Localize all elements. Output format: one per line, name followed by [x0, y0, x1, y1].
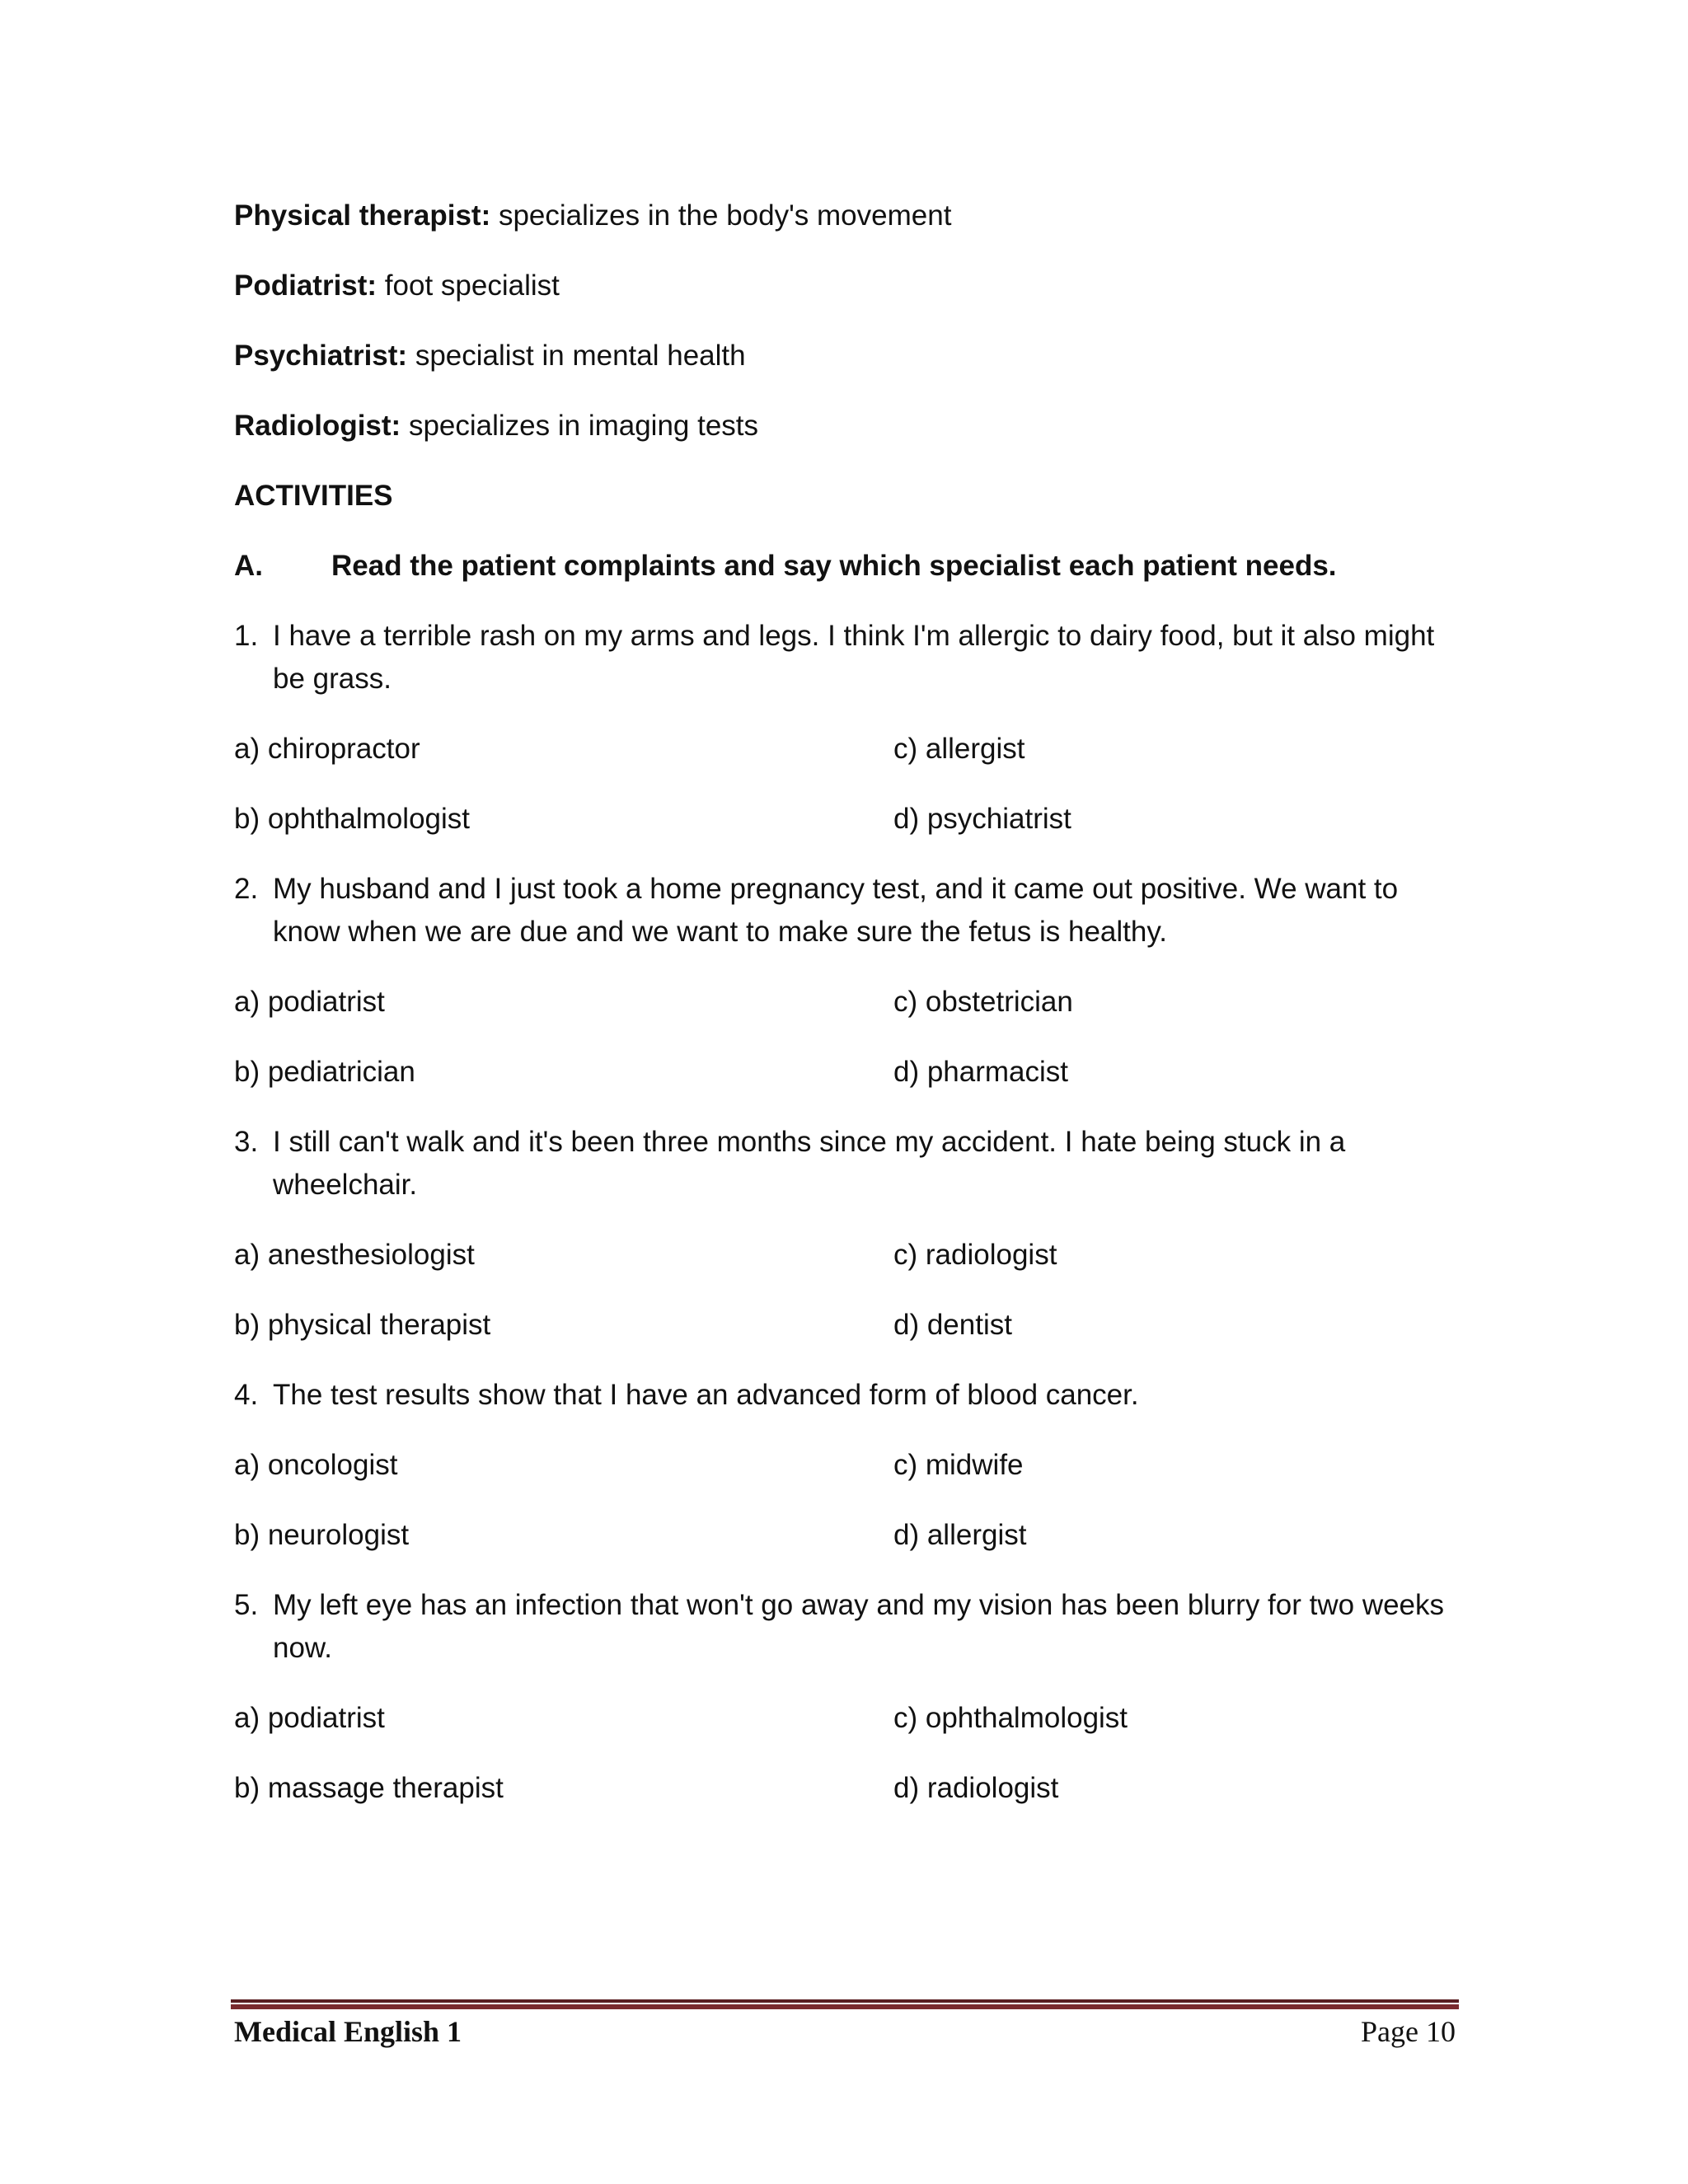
option-d: d) radiologist	[893, 1772, 1059, 1804]
definition-term: Physical therapist:	[234, 199, 491, 232]
option-a: a) podiatrist	[234, 1702, 385, 1734]
option-a: a) chiropractor	[234, 733, 420, 765]
activities-heading: ACTIVITIES	[234, 480, 393, 512]
page-content	[234, 194, 1462, 1837]
question-text: My husband and I just took a home pregnancy test, and it came out positive. We want to know when we are due and we want to make sure the fetus is healthy.	[273, 873, 1399, 948]
option-a: a) anesthesiologist	[234, 1239, 475, 1271]
option-d: d) pharmacist	[893, 1056, 1069, 1088]
question-number: 1.	[234, 620, 259, 652]
definition-term: Radiologist:	[234, 410, 401, 442]
footer-divider-thick	[231, 2004, 1459, 2009]
definition-podiatrist	[234, 265, 1462, 307]
question-number: 4.	[234, 1379, 259, 1411]
option-b: b) neurologist	[234, 1519, 410, 1551]
definition-text: specializes in the body's movement	[490, 199, 952, 232]
definition-text: specialist in mental health	[407, 340, 746, 372]
question-1	[234, 615, 1462, 701]
question-text: My left eye has an infection that won't go away and my vision has been blurry for two weeks now.	[273, 1589, 1445, 1664]
option-b: b) pediatrician	[234, 1056, 415, 1088]
question-text: I still can't walk and it's been three months since my accident. I hate being stuck in a wheelchair.	[273, 1126, 1346, 1201]
definition-term: Podiatrist:	[234, 269, 377, 302]
question-text: I have a terrible rash on my arms and legs. I think I'm allergic to dairy food, but it also might be grass.	[273, 620, 1435, 695]
definition-term: Psychiatrist:	[234, 340, 408, 372]
question-text: The test results show that I have an advanced form of blood cancer.	[273, 1379, 1139, 1411]
question-5-options	[234, 1697, 1462, 1810]
question-number: 5.	[234, 1589, 259, 1621]
page-number: Page 10	[1361, 2015, 1456, 2048]
question-number: 3.	[234, 1126, 259, 1158]
question-3-options	[234, 1234, 1462, 1347]
option-c: c) radiologist	[893, 1239, 1057, 1271]
question-3	[234, 1121, 1462, 1207]
option-c: c) ophthalmologist	[893, 1702, 1128, 1734]
definition-physical-therapist	[234, 194, 1462, 237]
option-b: b) massage therapist	[234, 1772, 504, 1804]
question-4	[234, 1374, 1462, 1417]
definition-text: specializes in imaging tests	[401, 410, 759, 442]
definition-psychiatrist	[234, 335, 1462, 377]
instruction-text: Read the patient complaints and say which specialist each patient needs.	[331, 550, 1337, 582]
option-c: c) allergist	[893, 733, 1025, 765]
option-a: a) podiatrist	[234, 986, 385, 1018]
question-5	[234, 1584, 1462, 1670]
option-c: c) obstetrician	[893, 986, 1073, 1018]
instruction-letter: A.	[234, 550, 263, 582]
option-d: d) psychiatrist	[893, 803, 1071, 835]
page-footer	[234, 2011, 1456, 2052]
option-a: a) oncologist	[234, 1449, 398, 1481]
option-b: b) ophthalmologist	[234, 803, 470, 835]
footer-title: Medical English 1	[234, 2015, 462, 2048]
option-b: b) physical therapist	[234, 1309, 491, 1341]
question-2-options	[234, 981, 1462, 1094]
instruction-a	[234, 545, 1462, 588]
footer-divider-thin	[231, 1999, 1459, 2003]
question-number: 2.	[234, 873, 259, 905]
question-1-options	[234, 728, 1462, 841]
definition-radiologist	[234, 405, 1462, 448]
option-d: d) allergist	[893, 1519, 1027, 1551]
definition-text: foot specialist	[377, 269, 560, 302]
option-d: d) dentist	[893, 1309, 1012, 1341]
question-2	[234, 868, 1462, 954]
option-c: c) midwife	[893, 1449, 1024, 1481]
question-4-options	[234, 1444, 1462, 1557]
footer-divider	[231, 1999, 1459, 2009]
